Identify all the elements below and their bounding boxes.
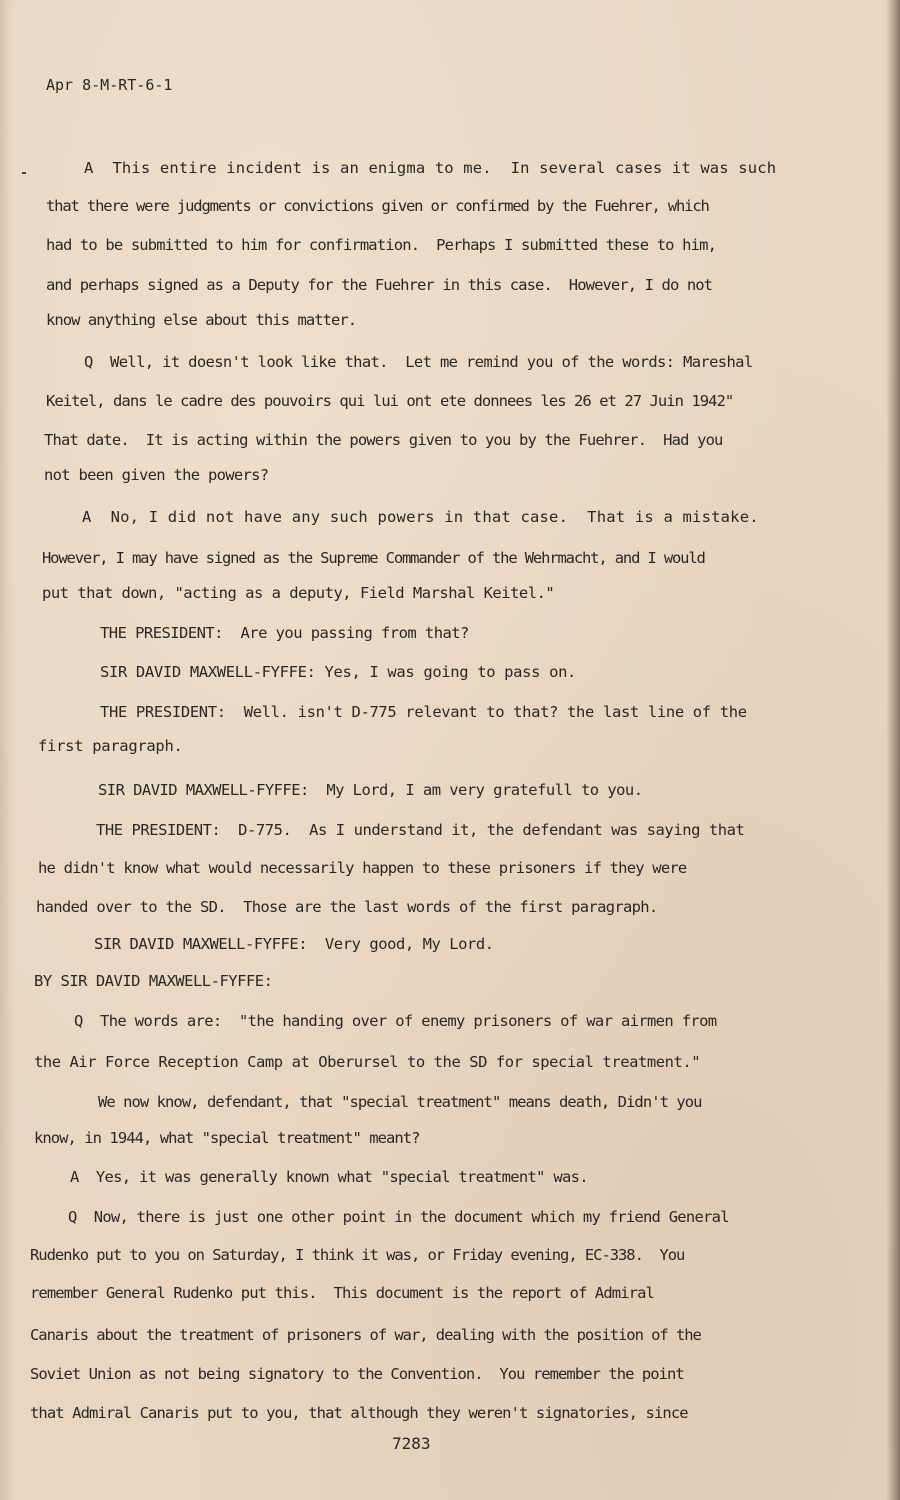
text-line: put that down, "acting as a deputy, Field Marshal Keitel." bbox=[42, 584, 555, 602]
text-line: Q Well, it doesn't look like that. Let me remind you of the words: Mareshal bbox=[84, 353, 753, 371]
text-line: A This entire incident is an enigma to me. In several cases it was such bbox=[84, 159, 777, 177]
page-right-edge bbox=[886, 0, 900, 1500]
text-line: A Yes, it was generally known what "special treatment" was. bbox=[70, 1168, 588, 1186]
text-line: and perhaps signed as a Deputy for the Fuehrer in this case. However, I do not bbox=[46, 276, 713, 294]
text-line: BY SIR DAVID MAXWELL-FYFFE: bbox=[34, 972, 273, 990]
text-line: not been given the powers? bbox=[44, 466, 269, 484]
text-line: We now know, defendant, that "special treatment" means death, Didn't you bbox=[98, 1093, 702, 1111]
text-line: remember General Rudenko put this. This document is the report of Admiral bbox=[30, 1284, 654, 1302]
text-line: know, in 1944, what "special treatment" meant? bbox=[34, 1129, 420, 1147]
text-line: the Air Force Reception Camp at Oberursel to the SD for special treatment." bbox=[34, 1053, 701, 1071]
text-line: SIR DAVID MAXWELL-FYFFE: Very good, My Lord. bbox=[94, 935, 494, 953]
page-number: 7283 bbox=[392, 1434, 431, 1453]
text-line: know anything else about this matter. bbox=[46, 311, 357, 329]
text-line: that Admiral Canaris put to you, that although they weren't signatories, since bbox=[30, 1404, 688, 1422]
text-line: Q The words are: "the handing over of enemy prisoners of war airmen from bbox=[74, 1012, 717, 1030]
text-line: handed over to the SD. Those are the last words of the first paragraph. bbox=[36, 898, 658, 916]
text-line: Canaris about the treatment of prisoners of war, dealing with the position of the bbox=[30, 1326, 701, 1344]
text-line: that there were judgments or convictions given or confirmed by the Fuehrer, which bbox=[46, 197, 709, 215]
text-line: Keitel, dans le cadre des pouvoirs qui lui ont ete donnees les 26 et 27 Juin 1942" bbox=[46, 392, 734, 410]
text-line: Rudenko put to you on Saturday, I think it was, or Friday evening, EC-338. You bbox=[30, 1246, 685, 1264]
text-line: SIR DAVID MAXWELL-FYFFE: Yes, I was going to pass on. bbox=[100, 663, 577, 681]
text-line: first paragraph. bbox=[38, 737, 183, 755]
text-line: he didn't know what would necessarily happen to these prisoners if they were bbox=[38, 859, 687, 877]
text-line: SIR DAVID MAXWELL-FYFFE: My Lord, I am very gratefull to you. bbox=[98, 781, 643, 799]
margin-mark bbox=[22, 172, 26, 174]
page-left-edge bbox=[0, 0, 14, 1500]
text-line: THE PRESIDENT: Are you passing from that? bbox=[100, 624, 469, 642]
text-line: A No, I did not have any such powers in that case. That is a mistake. bbox=[82, 508, 759, 526]
text-line: THE PRESIDENT: Well. isn't D-775 relevant to that? the last line of the bbox=[100, 703, 747, 721]
text-line: Soviet Union as not being signatory to the Convention. You remember the point bbox=[30, 1365, 684, 1383]
text-line: However, I may have signed as the Supreme Commander of the Wehrmacht, and I would bbox=[42, 549, 705, 567]
text-line: Q Now, there is just one other point in the document which my friend General bbox=[68, 1208, 729, 1226]
text-line: That date. It is acting within the powers given to you by the Fuehrer. Had you bbox=[44, 431, 723, 449]
text-line: THE PRESIDENT: D-775. As I understand it, the defendant was saying that bbox=[96, 821, 745, 839]
text-line: had to be submitted to him for confirmation. Perhaps I submitted these to him, bbox=[46, 236, 717, 254]
document-header-code: Apr 8-M-RT-6-1 bbox=[46, 76, 173, 94]
